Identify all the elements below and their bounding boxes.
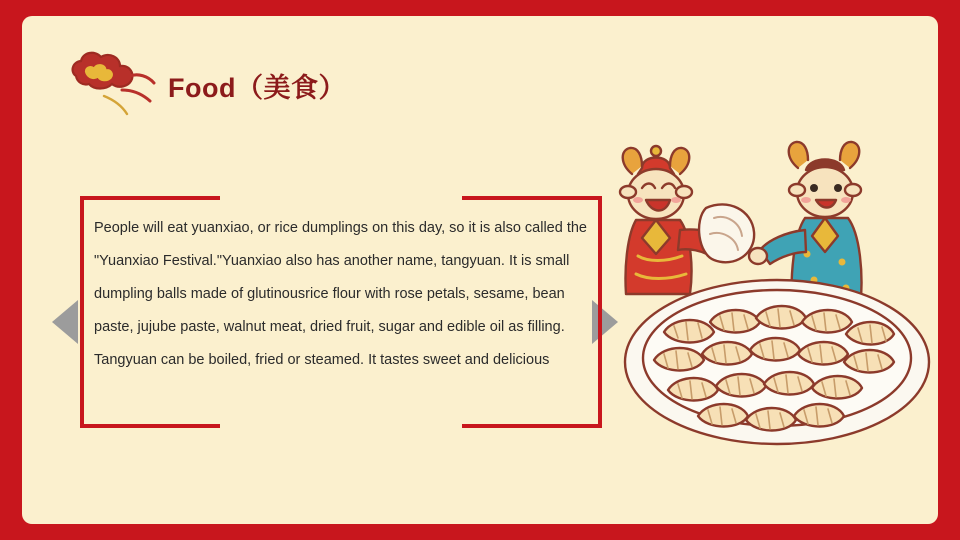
body-textbox — [80, 196, 602, 428]
dumpling-illustration — [602, 134, 932, 464]
chinese-cloud-ornament-icon — [64, 46, 166, 118]
bracket-top-left-horizontal — [80, 196, 220, 200]
bracket-bottom-left-horizontal — [80, 424, 220, 428]
body-paragraph: People will eat yuanxiao, or rice dumplings on this day, so it is also called the "Yuanxiao Festival."Yuanxiao also has another name, tangyuan. It is small dumpling balls made of glutinousrice flour with rose petals, sesame, bean paste, jujube paste, walnut meat, dried fruit, sugar and edible oil as filling. Tangyuan can be boiled, fried or steamed. It tastes sweet and delicious — [94, 220, 587, 368]
content-panel — [22, 16, 938, 524]
ox-character-left — [620, 146, 754, 294]
triangle-left-icon[interactable] — [52, 300, 78, 344]
bracket-left-vertical — [80, 196, 84, 428]
page-title: Food（美食） — [168, 73, 346, 103]
bracket-top-right-horizontal — [462, 196, 602, 200]
plate-of-dumplings — [625, 280, 929, 444]
bracket-bottom-right-horizontal — [462, 424, 602, 428]
